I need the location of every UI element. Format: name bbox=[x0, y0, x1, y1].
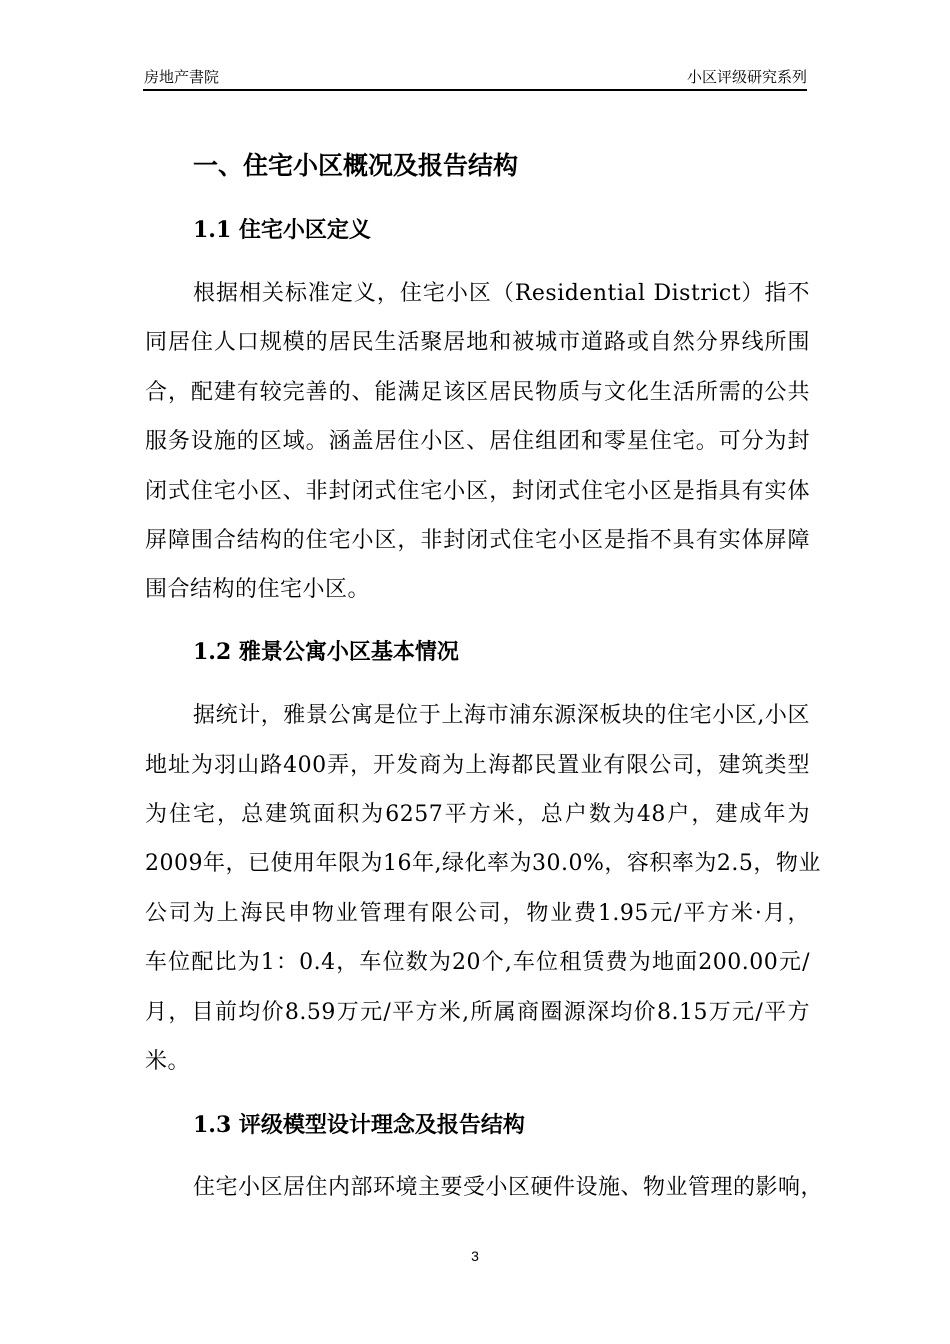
text-line: 2009年，已使用年限为16年,绿化率为30.0%，容积率为2.5，物业 bbox=[145, 851, 821, 876]
text-line: 同居住人口规模的居民生活聚居地和被城市道路或自然分界线所围 bbox=[145, 330, 810, 355]
header-rule bbox=[143, 89, 807, 91]
section-heading-1-3: 1.3 评级模型设计理念及报告结构 bbox=[193, 1112, 525, 1138]
text-line: 服务设施的区域。涵盖居住小区、居住组团和零星住宅。可分为封 bbox=[145, 429, 810, 454]
section-heading-1-1: 1.1 住宅小区定义 bbox=[193, 217, 371, 243]
page-number: 3 bbox=[471, 1248, 479, 1264]
section-heading-1-2: 1.2 雅景公寓小区基本情况 bbox=[193, 639, 459, 665]
text-line: 月，目前均价8.59万元/平方米,所属商圈源深均价8.15万元/平方 bbox=[145, 1000, 810, 1025]
header-left: 房地产書院 bbox=[144, 69, 220, 86]
text-line: 围合结构的住宅小区。 bbox=[145, 577, 371, 602]
text-line: 公司为上海民申物业管理有限公司，物业费1.95元/平方米·月， bbox=[145, 901, 810, 926]
text-line: 屏障围合结构的住宅小区，非封闭式住宅小区是指不具有实体屏障 bbox=[145, 528, 810, 553]
chapter-title: 一、住宅小区概况及报告结构 bbox=[193, 151, 519, 180]
text-line: 住宅小区居住内部环境主要受小区硬件设施、物业管理的影响， bbox=[193, 1175, 824, 1200]
text-line: 米。 bbox=[145, 1049, 191, 1074]
header-right: 小区评级研究系列 bbox=[686, 69, 807, 86]
text-line: 根据相关标准定义，住宅小区（Residential District）指不 bbox=[193, 281, 810, 306]
text-line: 车位配比为1：0.4，车位数为20个,车位租赁费为地面200.00元/ bbox=[145, 950, 810, 975]
text-line: 据统计，雅景公寓是位于上海市浦东源深板块的住宅小区,小区 bbox=[193, 703, 810, 728]
text-line: 为住宅，总建筑面积为6257平方米，总户数为48户，建成年为 bbox=[145, 802, 810, 827]
text-line: 合，配建有较完善的、能满足该区居民物质与文化生活所需的公共 bbox=[145, 380, 810, 405]
text-line: 地址为羽山路400弄，开发商为上海都民置业有限公司，建筑类型 bbox=[145, 753, 810, 778]
text-line: 闭式住宅小区、非封闭式住宅小区，封闭式住宅小区是指具有实体 bbox=[145, 479, 810, 504]
